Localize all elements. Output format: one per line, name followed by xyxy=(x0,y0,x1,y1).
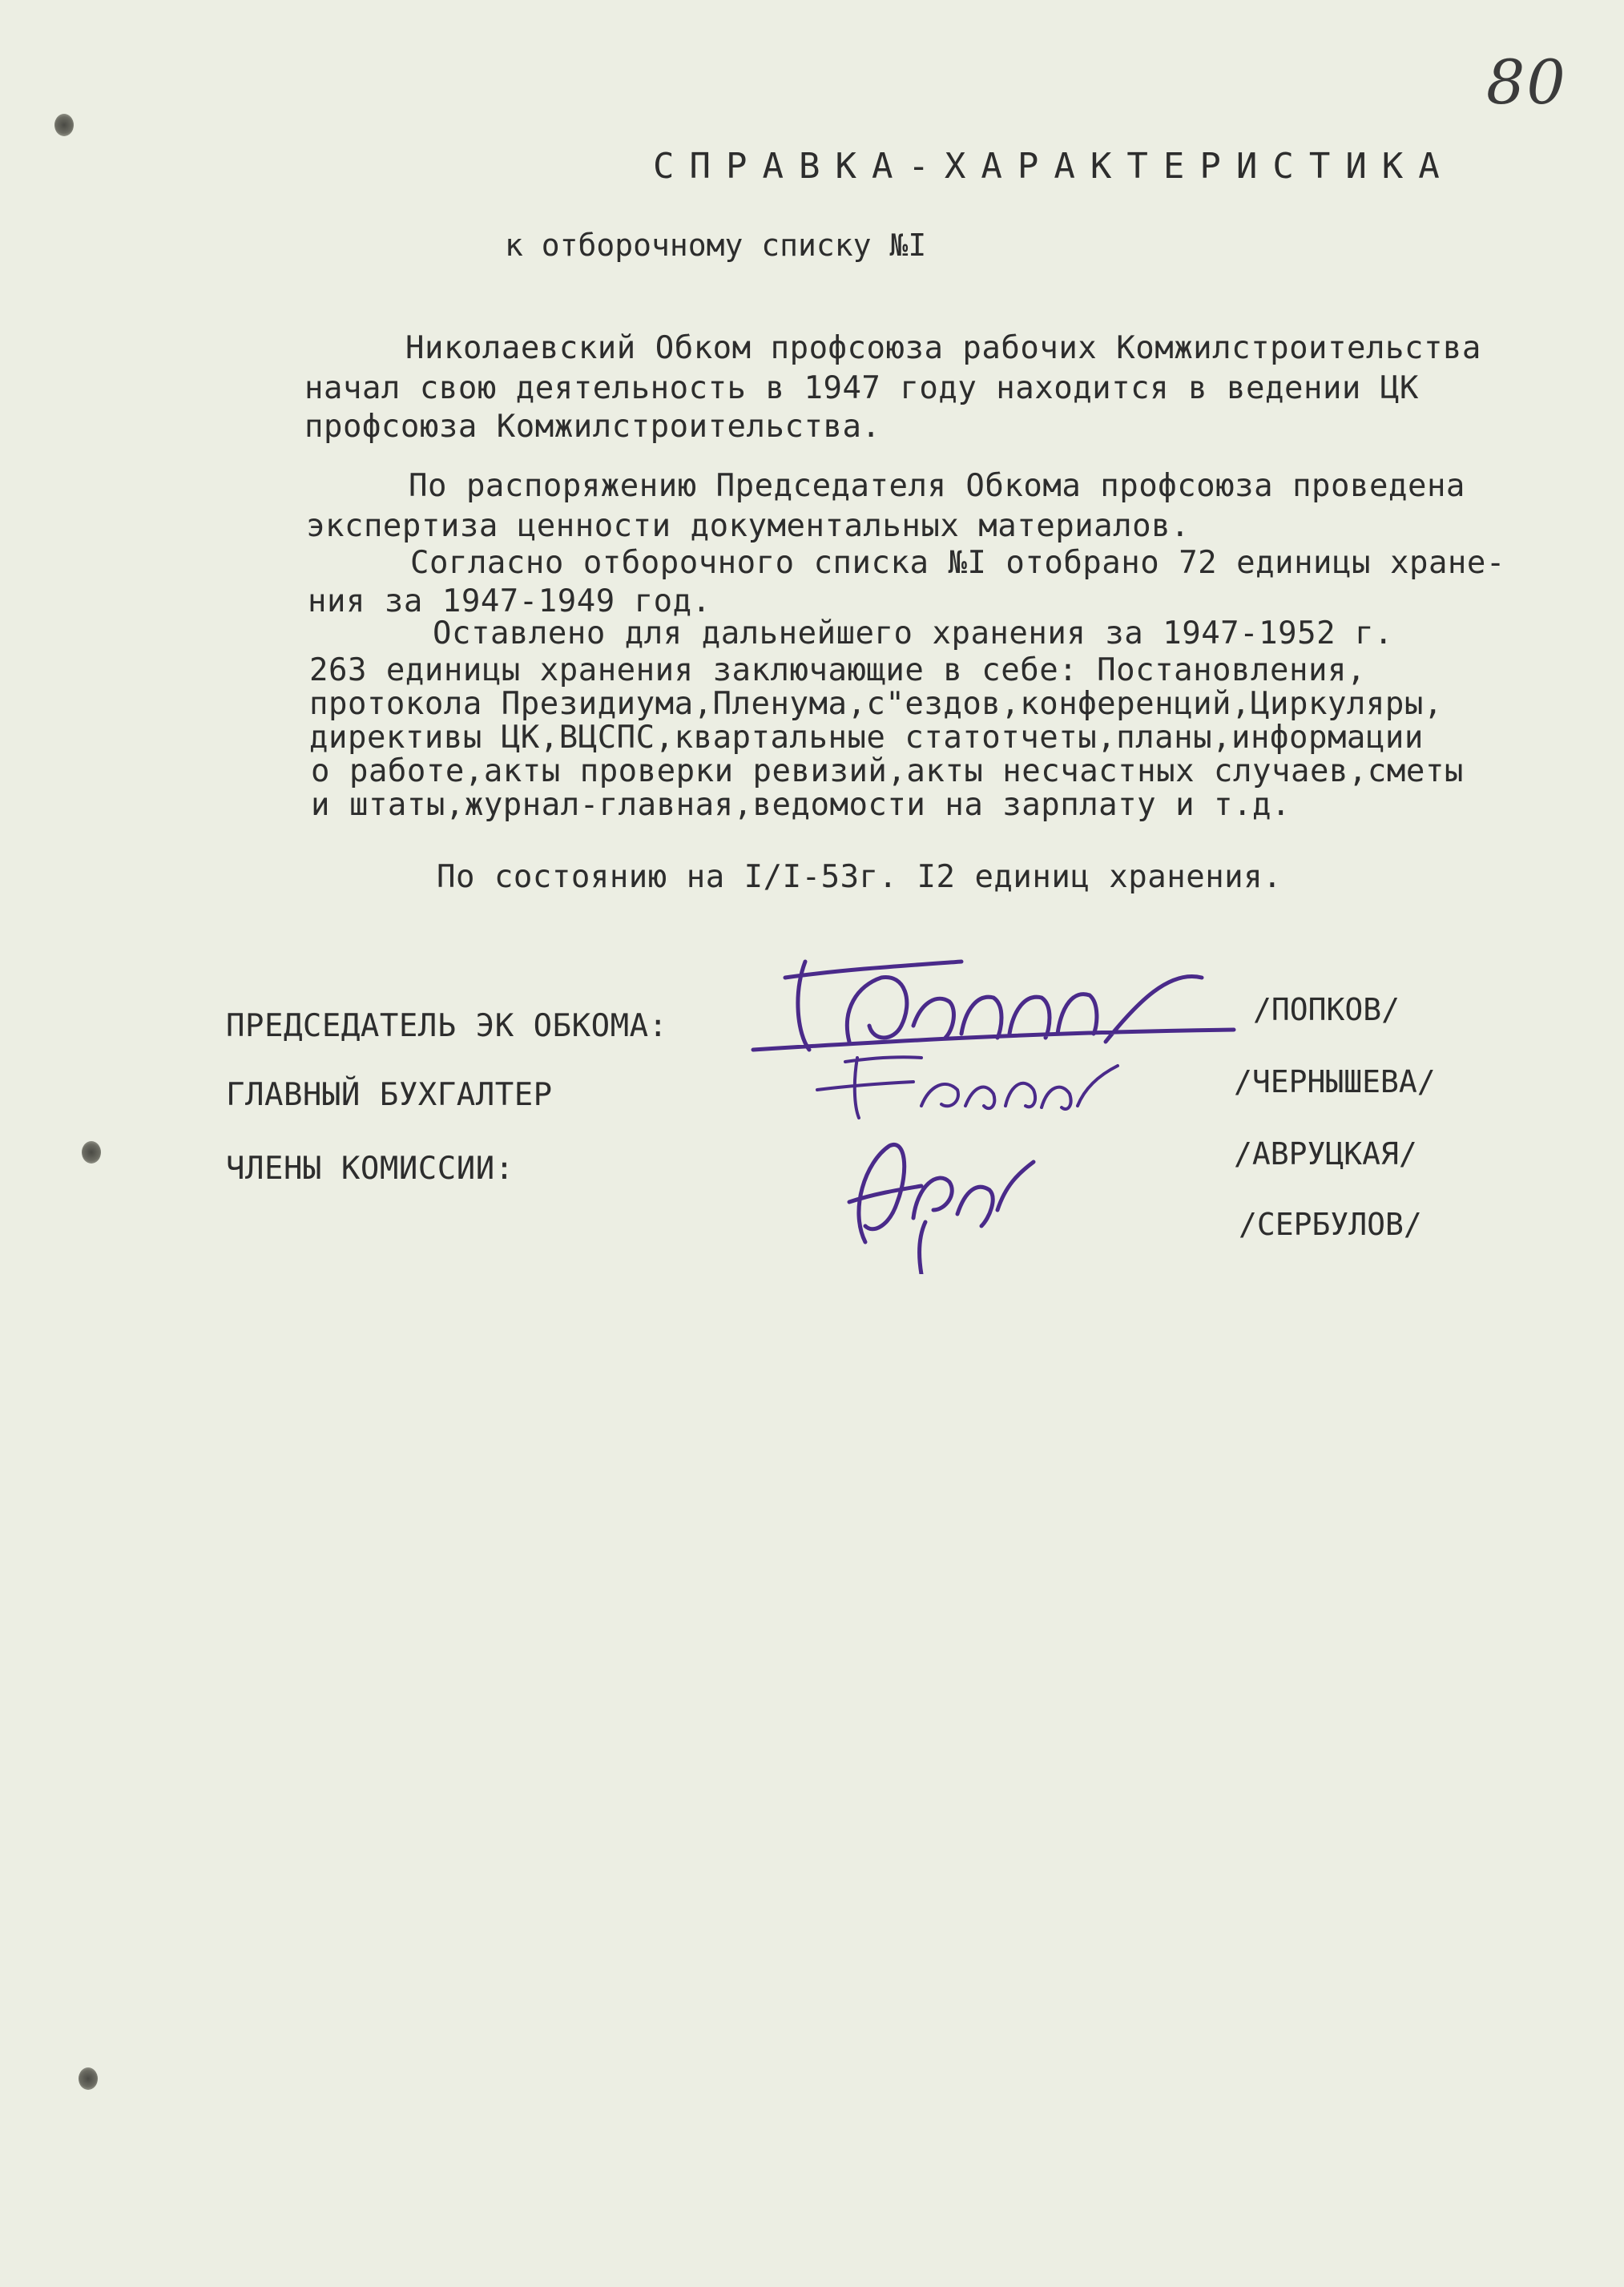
body-line: ния за 1947-1949 год. xyxy=(308,583,711,619)
signature-name-popkov: /ПОПКОВ/ xyxy=(1253,992,1400,1027)
body-line: Согласно отборочного списка №I отобрано 72 единицы хране- xyxy=(410,545,1505,581)
punch-hole-middle xyxy=(82,1141,101,1164)
punch-hole-top xyxy=(54,114,74,136)
body-line: экспертиза ценности документальных материалов. xyxy=(306,508,1191,544)
body-line: Николаевский Обком профсоюза рабочих Комжилстроительства xyxy=(405,330,1481,366)
body-line: протокола Президиума,Пленума,с"ездов,конференций,Циркуляры, xyxy=(309,686,1443,722)
body-line: Оставлено для дальнейшего хранения за 1947-1952 г. xyxy=(433,615,1393,651)
signature-label-commission: ЧЛЕНЫ КОМИССИИ: xyxy=(226,1151,514,1187)
signature-name-avrutskaya: /АВРУЦКАЯ/ xyxy=(1234,1136,1417,1172)
page-number: 80 xyxy=(1486,46,1567,118)
signature-label-chairman: ПРЕДСЕДАТЕЛЬ ЭК ОБКОМА: xyxy=(226,1008,668,1044)
signature-name-chernysheva: /ЧЕРНЫШЕВА/ xyxy=(1234,1064,1436,1099)
body-line: директивы ЦК,ВЦСПС,квартальные статотчеты,планы,информации xyxy=(309,720,1424,756)
body-line: профсоюза Комжилстроительства. xyxy=(304,409,881,445)
body-line: По распоряжению Председателя Обкома профсоюза проведена xyxy=(409,468,1465,504)
handwritten-signature-member xyxy=(817,1114,1058,1274)
signature-name-serbulov: /СЕРБУЛОВ/ xyxy=(1239,1207,1422,1242)
document-title: СПРАВКА-ХАРАКТЕРИСТИКА xyxy=(653,146,1455,187)
body-line: начал свою деятельность в 1947 году находится в ведении ЦК xyxy=(304,370,1419,406)
punch-hole-bottom xyxy=(79,2067,98,2090)
body-line: о работе,акты проверки ревизий,акты несчастных случаев,сметы xyxy=(311,753,1464,789)
document-subtitle: к отборочному списку №I xyxy=(505,228,927,263)
body-line: По состоянию на I/I-53г. I2 единиц хранения. xyxy=(437,859,1283,895)
body-line: и штаты,журнал-главная,ведомости на зарплату и т.д. xyxy=(311,787,1291,823)
signature-label-accountant: ГЛАВНЫЙ БУХГАЛТЕР xyxy=(226,1077,553,1113)
body-line: 263 единицы хранения заключающие в себе: Постановления, xyxy=(309,652,1366,688)
